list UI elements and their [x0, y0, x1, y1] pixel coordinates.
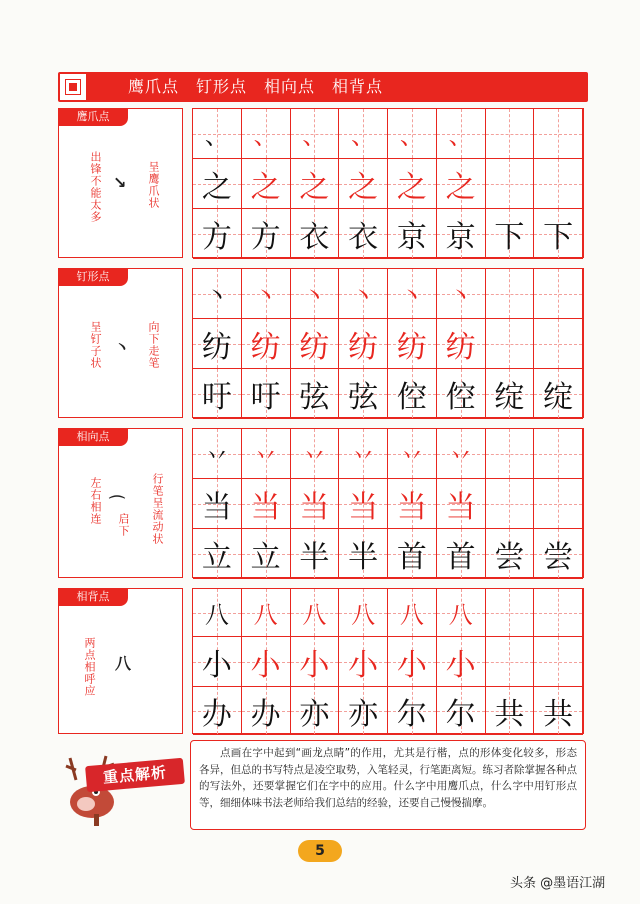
grid-character: 八 — [399, 601, 424, 629]
grid-character: 之 — [396, 169, 427, 205]
page-number: 5 — [298, 840, 342, 862]
section-tag: 相向点 — [58, 428, 128, 446]
grid-cell — [388, 109, 437, 159]
grid-character: 丶 — [399, 282, 424, 310]
grid-cell — [193, 637, 242, 687]
grid-cell — [388, 637, 437, 687]
section-tag: 鹰爪点 — [58, 108, 128, 126]
grid-cell — [486, 429, 535, 479]
grid-cell — [193, 687, 242, 735]
grid-character: 丷 — [302, 442, 327, 470]
grid-cell — [193, 369, 242, 419]
grid-cell — [388, 159, 437, 209]
grid-character: 下 — [494, 219, 525, 255]
grid-cell — [339, 319, 388, 369]
grid-character: 小 — [201, 647, 232, 683]
grid-cell — [242, 159, 291, 209]
practice-grid-nail — [192, 268, 584, 418]
section-note: 呈鹰爪状 — [147, 161, 160, 209]
grid-character: 小 — [250, 647, 281, 683]
practice-grid-facing — [192, 428, 584, 578]
grid-character: 绽 — [543, 379, 574, 415]
section-note: 呈钉子状 — [89, 321, 102, 369]
grid-cell — [437, 109, 486, 159]
grid-character — [486, 319, 534, 368]
grid-cell — [242, 589, 291, 637]
grid-character: 纺 — [396, 329, 427, 365]
grid-cell — [193, 269, 242, 319]
grid-character: 八 — [351, 601, 376, 629]
grid-character: 尔 — [445, 696, 476, 732]
grid-character: 丶 — [253, 282, 278, 310]
grid-character — [534, 109, 582, 158]
grid-character: 尝 — [494, 539, 525, 575]
grid-character: 尔 — [396, 696, 427, 732]
grid-cell — [291, 429, 340, 479]
section-note: 左右相连 — [89, 477, 102, 525]
grid-cell — [291, 479, 340, 529]
grid-character: 之 — [201, 169, 232, 205]
grid-cell — [486, 479, 535, 529]
grid-character: 办 — [201, 696, 232, 732]
grid-cell — [388, 429, 437, 479]
grid-character — [486, 269, 534, 318]
grid-cell — [242, 109, 291, 159]
grid-cell — [339, 589, 388, 637]
grid-character: 、 — [204, 122, 229, 150]
watermark: 头条 @墨语江湖 — [510, 876, 606, 891]
grid-character: 弦 — [299, 379, 330, 415]
grid-cell — [193, 589, 242, 637]
grid-character — [486, 589, 534, 636]
grid-cell — [193, 209, 242, 259]
grid-character: 之 — [299, 169, 330, 205]
grid-character — [534, 159, 582, 208]
grid-character: 、 — [351, 122, 376, 150]
grid-character: 丶 — [302, 282, 327, 310]
grid-cell — [242, 369, 291, 419]
grid-cell — [486, 687, 535, 735]
grid-cell — [193, 109, 242, 159]
grid-character: 京 — [445, 219, 476, 255]
grid-character — [486, 109, 534, 158]
grid-cell — [193, 429, 242, 479]
grid-cell — [242, 319, 291, 369]
grid-character: 纺 — [299, 329, 330, 365]
grid-character: 绽 — [494, 379, 525, 415]
grid-cell — [388, 319, 437, 369]
grid-character — [534, 429, 582, 478]
grid-cell — [486, 159, 535, 209]
section-tag: 相背点 — [58, 588, 128, 606]
grid-character: 立 — [201, 539, 232, 575]
grid-character: 当 — [396, 489, 427, 525]
grid-character: 方 — [250, 219, 281, 255]
grid-cell — [291, 529, 340, 579]
grid-cell — [242, 429, 291, 479]
grid-character: 八 — [204, 601, 229, 629]
grid-character: 立 — [250, 539, 281, 575]
stroke-sample: 八 — [115, 654, 132, 673]
grid-character: 当 — [445, 489, 476, 525]
grid-character: 纺 — [445, 329, 476, 365]
grid-character: 尝 — [543, 539, 574, 575]
grid-cell — [437, 209, 486, 259]
grid-cell — [534, 687, 583, 735]
grid-cell — [193, 529, 242, 579]
grid-cell — [388, 479, 437, 529]
grid-cell — [242, 269, 291, 319]
practice-grid-eagle-claw — [192, 108, 584, 258]
stroke-sample: ↘ — [113, 173, 127, 192]
grid-cell — [437, 319, 486, 369]
grid-cell — [437, 479, 486, 529]
grid-cell — [193, 479, 242, 529]
grid-character — [486, 637, 534, 686]
practice-grid-back-to-back — [192, 588, 584, 734]
section-note: 行笔呈流动状 — [151, 473, 164, 545]
grid-character: 首 — [396, 539, 427, 575]
grid-cell — [242, 687, 291, 735]
grid-cell — [437, 159, 486, 209]
grid-cell — [291, 109, 340, 159]
grid-character: 吁 — [250, 379, 281, 415]
section-tag: 钉形点 — [58, 268, 128, 286]
grid-character: 丷 — [448, 442, 473, 470]
grid-character: 丶 — [204, 282, 229, 310]
grid-character: 倥 — [445, 379, 476, 415]
grid-cell — [291, 209, 340, 259]
grid-character: 吁 — [201, 379, 232, 415]
grid-cell — [486, 109, 535, 159]
grid-cell — [291, 637, 340, 687]
grid-character: 丷 — [253, 442, 278, 470]
grid-cell — [534, 319, 583, 369]
badge-label: 重点解析 — [85, 758, 185, 792]
grid-character: 、 — [448, 122, 473, 150]
grid-character: 、 — [253, 122, 278, 150]
grid-character: 八 — [448, 601, 473, 629]
grid-cell — [291, 269, 340, 319]
grid-character — [486, 429, 534, 478]
grid-character: 丷 — [351, 442, 376, 470]
grid-cell — [486, 319, 535, 369]
stroke-sample: 丶 — [114, 338, 131, 357]
grid-cell — [534, 109, 583, 159]
grid-cell — [486, 209, 535, 259]
grid-cell — [534, 269, 583, 319]
section-label-box-nail — [58, 268, 183, 418]
grid-character: 衣 — [299, 219, 330, 255]
grid-cell — [291, 369, 340, 419]
grid-character: 首 — [445, 539, 476, 575]
grid-character: 弦 — [348, 379, 379, 415]
grid-cell — [486, 589, 535, 637]
grid-character: 当 — [348, 489, 379, 525]
grid-cell — [339, 159, 388, 209]
grid-character: 小 — [396, 647, 427, 683]
grid-cell — [534, 369, 583, 419]
analysis-text: 点画在字中起到“画龙点睛”的作用，尤其是行楷，点的形体变化较多，形态各异，但总的书写特点是凌空取势，入笔轻灵，行笔距离短。练习者除掌握各种点的写法外，还要掌握它们在字中的应用。什么字中用鹰爪点，什么字中用钉形点等，细细体味书法老师给我们总结的经验，还要自己慢慢揣摩。 — [190, 740, 586, 830]
grid-cell — [388, 687, 437, 735]
grid-cell — [388, 529, 437, 579]
grid-character: 丶 — [351, 282, 376, 310]
grid-cell — [291, 159, 340, 209]
grid-character: 丶 — [448, 282, 473, 310]
grid-character — [534, 637, 582, 686]
grid-cell — [437, 637, 486, 687]
grid-cell — [339, 637, 388, 687]
grid-character: 小 — [445, 647, 476, 683]
grid-cell — [339, 429, 388, 479]
grid-cell — [437, 687, 486, 735]
grid-character: 之 — [445, 169, 476, 205]
grid-character: 纺 — [201, 329, 232, 365]
grid-character: 当 — [299, 489, 330, 525]
grid-cell — [486, 637, 535, 687]
grid-cell — [339, 269, 388, 319]
grid-cell — [291, 589, 340, 637]
grid-character: 丷 — [204, 442, 229, 470]
grid-cell — [242, 209, 291, 259]
section-note: 启下 — [117, 513, 130, 537]
grid-cell — [534, 209, 583, 259]
section-label-box-back-to-back — [58, 588, 183, 734]
grid-cell — [534, 429, 583, 479]
section-note: 两点相呼应 — [83, 637, 96, 697]
title-banner — [58, 72, 588, 102]
grid-character: 共 — [543, 696, 574, 732]
grid-cell — [339, 109, 388, 159]
grid-cell — [193, 319, 242, 369]
grid-cell — [437, 529, 486, 579]
grid-cell — [388, 589, 437, 637]
grid-character — [534, 319, 582, 368]
grid-cell — [437, 589, 486, 637]
grid-character: 纺 — [348, 329, 379, 365]
grid-cell — [291, 687, 340, 735]
grid-character — [534, 479, 582, 528]
section-note: 向下走笔 — [147, 321, 160, 369]
grid-character: 、 — [399, 122, 424, 150]
grid-cell — [486, 529, 535, 579]
grid-character: 、 — [302, 122, 327, 150]
grid-cell — [339, 687, 388, 735]
grid-character — [534, 269, 582, 318]
grid-cell — [339, 369, 388, 419]
grid-character: 小 — [348, 647, 379, 683]
stroke-sample: ⌒ — [109, 494, 126, 513]
grid-character: 八 — [302, 601, 327, 629]
grid-cell — [534, 589, 583, 637]
grid-character: 亦 — [299, 696, 330, 732]
grid-cell — [339, 529, 388, 579]
grid-cell — [339, 209, 388, 259]
grid-character: 下 — [543, 219, 574, 255]
grid-character: 亦 — [348, 696, 379, 732]
grid-cell — [534, 637, 583, 687]
grid-character: 纺 — [250, 329, 281, 365]
grid-character: 京 — [396, 219, 427, 255]
grid-character: 八 — [253, 601, 278, 629]
grid-cell — [242, 637, 291, 687]
grid-character: 丷 — [399, 442, 424, 470]
grid-cell — [291, 319, 340, 369]
grid-cell — [388, 209, 437, 259]
grid-character: 小 — [299, 647, 330, 683]
grid-character: 半 — [348, 539, 379, 575]
grid-cell — [437, 269, 486, 319]
page-title: 鹰爪点 钉形点 相向点 相背点 — [128, 77, 384, 96]
section-label-box-eagle-claw — [58, 108, 183, 258]
grid-cell — [388, 269, 437, 319]
grid-character: 当 — [250, 489, 281, 525]
section-label-box-facing — [58, 428, 183, 578]
grid-cell — [534, 479, 583, 529]
grid-character: 之 — [250, 169, 281, 205]
grid-character — [486, 479, 534, 528]
grid-cell — [339, 479, 388, 529]
grid-character: 倥 — [396, 379, 427, 415]
grid-character: 衣 — [348, 219, 379, 255]
section-note: 出锋不能太多 — [89, 151, 102, 223]
grid-cell — [534, 159, 583, 209]
grid-character: 当 — [201, 489, 232, 525]
grid-character: 方 — [201, 219, 232, 255]
grid-cell — [437, 369, 486, 419]
grid-character: 半 — [299, 539, 330, 575]
grid-character: 之 — [348, 169, 379, 205]
grid-cell — [486, 369, 535, 419]
banner-square-icon — [60, 74, 86, 100]
grid-cell — [486, 269, 535, 319]
grid-character: 共 — [494, 696, 525, 732]
grid-cell — [437, 429, 486, 479]
grid-cell — [534, 529, 583, 579]
key-analysis-badge — [62, 744, 184, 826]
grid-cell — [193, 159, 242, 209]
grid-character — [534, 589, 582, 636]
grid-character — [486, 159, 534, 208]
grid-cell — [242, 479, 291, 529]
grid-cell — [388, 369, 437, 419]
grid-cell — [242, 529, 291, 579]
grid-character: 办 — [250, 696, 281, 732]
